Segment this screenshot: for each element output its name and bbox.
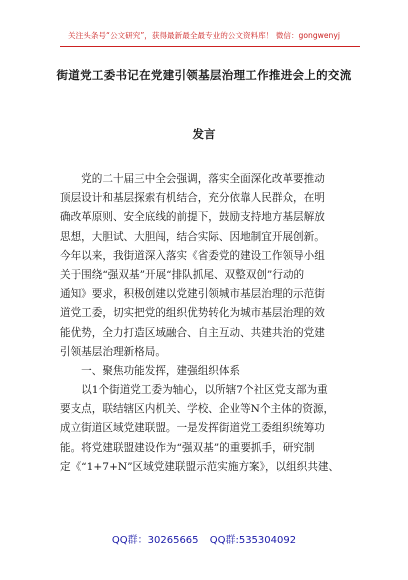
body-line: 能优势，全力打造区域融合、自主互动、共建共治的党建 [60,326,325,339]
body-line: 定《“1+7+N”区域党建联盟示范实施方案》，以组织共建、 [60,460,340,473]
footer-qq-group-1: QQ群：30265665 [111,535,199,546]
body-line: 思想，大胆试、大胆闯，结合实际、因地制宜开展创新。 [60,230,325,243]
body-line: 成立街道区域党建联盟。一是发挥街道党工委组织统筹功 [60,422,325,435]
document-body [60,170,356,477]
header-banner: 关注头条号“公文研究”，获得最新最全最专业的公文资料库！ 微信：gongwenyj [68,31,340,40]
body-line: 党的二十届三中全会强调，落实全面深化改革要推动 [60,173,325,185]
body-line: 确改革原则、安全底线的前提下，鼓励支持地方基层解放 [60,211,325,224]
header-divider [60,46,360,47]
body-line: 要支点，联结辖区内机关、学校、企业等N个主体的资源， [60,403,335,416]
title-line-1: 街道党工委书记在党建引领基层治理工作推进会上的交流 [56,68,352,82]
body-line: 顶层设计和基层探索有机结合，充分依靠人民群众，在明 [60,192,325,205]
body-line: 能。将党建联盟建设作为“强双基”的重要抓手，研究制 [60,441,315,454]
footer-qq-group-2: QQ群:535304092 [209,535,297,546]
title-line-2: 发言 [192,127,216,141]
body-line: 关于围绕“强双基”开展“排队抓尾、双整双创”行动的 [60,268,305,281]
footer-contact [0,531,408,546]
section-heading: 一、聚焦功能发挥，建强组织体系 [60,364,241,377]
body-line: 以1个街道党工委为轴心，以所辖7个社区党支部为重 [60,384,328,397]
body-line: 通知》要求，积极创建以党建引领城市基层治理的示范街 [60,288,325,301]
body-line: 引领基层治理新格局。 [60,345,166,358]
body-line: 道党工委，切实把党的组织优势转化为城市基层治理的效 [60,307,325,320]
body-line: 今年以来，我街道深入落实《省委党的建设工作领导小组 [60,249,325,262]
